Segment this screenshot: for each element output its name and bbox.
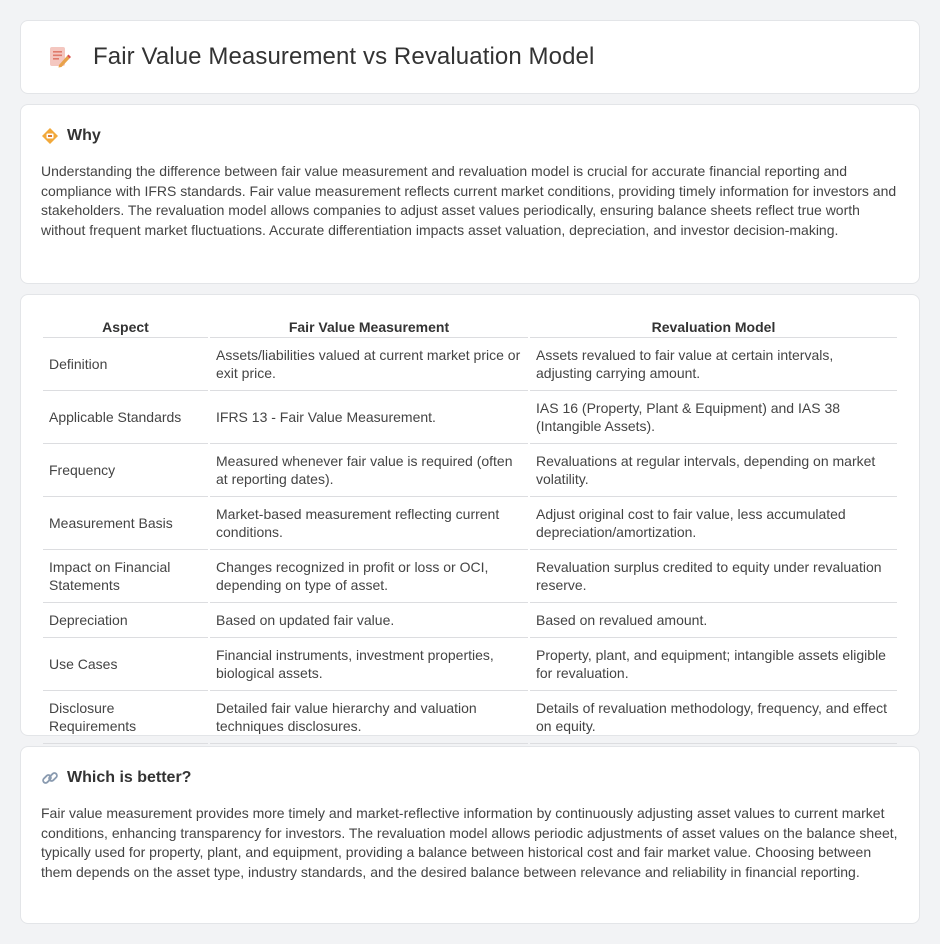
row-fair-value: Measured whenever fair value is required (often at reporting dates). [210, 444, 528, 497]
why-heading: Why [67, 127, 101, 144]
row-revaluation: Revaluations at regular intervals, depending on market volatility. [530, 444, 897, 497]
table-row [43, 638, 897, 691]
better-header [41, 769, 899, 787]
header-aspect: Aspect [43, 317, 208, 338]
comparison-table [41, 317, 899, 744]
why-text: Understanding the difference between fair value measurement and revaluation model is crucial for accurate financial reporting and compliance with IFRS standards. Fair value measurement reflects current market conditions, providing timely information for investors and stakeholders. The revaluation model allows companies to adjust asset values periodically, ensuring balance sheets reflect true worth without frequent market fluctuations. Accurate differentiation impacts asset valuation, depreciation, and investor decision-making. [41, 163, 897, 238]
better-heading: Which is better? [67, 769, 192, 786]
row-fair-value: Market-based measurement reflecting current conditions. [210, 497, 528, 550]
row-revaluation: IAS 16 (Property, Plant & Equipment) and IAS 38 (Intangible Assets). [530, 391, 897, 444]
row-revaluation: Revaluation surplus credited to equity under revaluation reserve. [530, 550, 897, 603]
header-revaluation: Revaluation Model [530, 317, 897, 338]
row-aspect: Measurement Basis [43, 497, 208, 550]
row-fair-value: IFRS 13 - Fair Value Measurement. [210, 391, 528, 444]
row-fair-value: Financial instruments, investment properties, biological assets. [210, 638, 528, 691]
title-card [20, 20, 920, 94]
row-revaluation: Based on revalued amount. [530, 603, 897, 638]
row-aspect: Applicable Standards [43, 391, 208, 444]
row-aspect: Impact on Financial Statements [43, 550, 208, 603]
page-title: Fair Value Measurement vs Revaluation Model [93, 43, 595, 70]
row-aspect: Depreciation [43, 603, 208, 638]
row-fair-value: Detailed fair value hierarchy and valuation techniques disclosures. [210, 691, 528, 744]
better-text: Fair value measurement provides more timely and market-reflective information by continuously adjusting asset values to current market conditions, enhancing transparency for investors. The revaluation model allows periodic adjustments of asset values on the balance sheet, typically used for property, plant, and equipment, providing a balance between historical cost and fair market value. Choosing between them depends on the asset type, industry standards, and the desired balance between relevance and reliability in financial reporting. [41, 805, 898, 880]
table-row [43, 603, 897, 638]
why-header [41, 127, 899, 145]
row-aspect: Use Cases [43, 638, 208, 691]
row-revaluation: Details of revaluation methodology, frequency, and effect on equity. [530, 691, 897, 744]
row-aspect: Frequency [43, 444, 208, 497]
row-revaluation: Assets revalued to fair value at certain intervals, adjusting carrying amount. [530, 338, 897, 391]
row-fair-value: Changes recognized in profit or loss or OCI, depending on type of asset. [210, 550, 528, 603]
comparison-section [20, 294, 920, 736]
which-better-section [20, 746, 920, 924]
why-section [20, 104, 920, 284]
table-row [43, 444, 897, 497]
table-header-row [43, 317, 897, 338]
row-revaluation: Property, plant, and equipment; intangible assets eligible for revaluation. [530, 638, 897, 691]
row-fair-value: Based on updated fair value. [210, 603, 528, 638]
row-aspect: Disclosure Requirements [43, 691, 208, 744]
table-row [43, 550, 897, 603]
document-edit-icon [47, 45, 71, 69]
table-row [43, 691, 897, 744]
row-aspect: Definition [43, 338, 208, 391]
row-revaluation: Adjust original cost to fair value, less accumulated depreciation/amortization. [530, 497, 897, 550]
table-row [43, 497, 897, 550]
table-row [43, 338, 897, 391]
table-row [43, 391, 897, 444]
link-icon [41, 769, 59, 787]
diamond-warning-icon [41, 127, 59, 145]
header-fair-value: Fair Value Measurement [210, 317, 528, 338]
row-fair-value: Assets/liabilities valued at current market price or exit price. [210, 338, 528, 391]
